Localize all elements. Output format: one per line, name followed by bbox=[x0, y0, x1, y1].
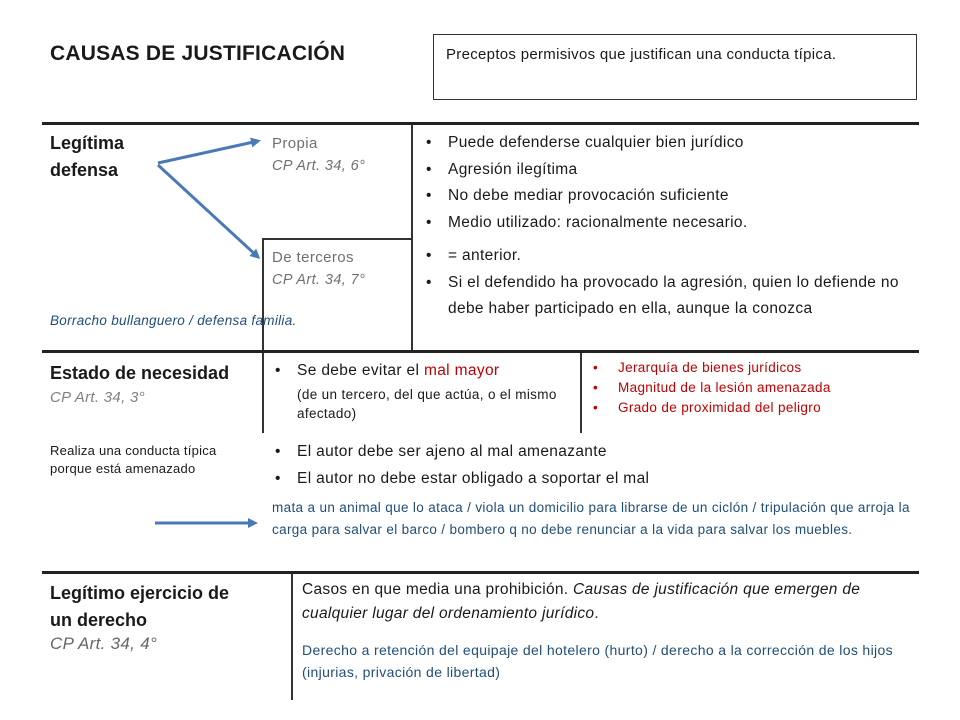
arrow-terceros-icon bbox=[158, 165, 258, 257]
ejercicio-derecho-text-italic: Causas de justificación que emergen de cualquier lugar del ordenamiento jurídico bbox=[302, 581, 861, 622]
ejercicio-derecho-text-end: . bbox=[594, 605, 599, 622]
propia-label: Propia bbox=[272, 135, 318, 152]
criteria-list bbox=[593, 358, 913, 418]
estado-necesidad-bullets bbox=[275, 439, 895, 492]
legitima-defensa-example: Borracho bullanguero / defensa familia. bbox=[50, 313, 297, 328]
propia-bullets bbox=[426, 130, 906, 236]
list-item: • Agresión ilegítima bbox=[426, 157, 906, 184]
list-item bbox=[275, 358, 575, 423]
list-item: • El autor debe ser ajeno al mal amenazante bbox=[275, 439, 895, 466]
estado-necesidad-article: CP Art. 34, 3° bbox=[50, 389, 145, 406]
terceros-article: CP Art. 34, 7° bbox=[272, 272, 366, 288]
list-item: • Si el defendido ha provocado la agresión, quien lo defiende no debe haber participado en ella, aunque la conozca bbox=[426, 270, 906, 323]
terceros-label: De terceros bbox=[272, 249, 354, 266]
list-item: • No debe mediar provocación suficiente bbox=[426, 183, 906, 210]
terceros-bullets bbox=[426, 243, 906, 323]
list-item: • Puede defenderse cualquier bien jurídico bbox=[426, 130, 906, 157]
list-item: • Jerarquía de bienes jurídicos bbox=[593, 358, 913, 378]
legitima-defensa-title-line1: Legítima bbox=[50, 133, 125, 153]
mal-mayor-prefix: Se debe evitar el bbox=[297, 362, 424, 379]
ejercicio-derecho-heading bbox=[50, 580, 229, 654]
arrow-propia-icon bbox=[158, 141, 258, 163]
mal-mayor-block bbox=[275, 358, 575, 423]
list-item: • Medio utilizado: racionalmente necesario. bbox=[426, 210, 906, 237]
estado-necesidad-examples: mata a un animal que lo ataca / viola un domicilio para librarse de un ciclón / tripulación que arroja la carga para salvar el barco / bombero q no debe renunciar a la vida para salvar los muebles. bbox=[272, 500, 910, 537]
definition-box: Preceptos permisivos que justifican una conducta típica. bbox=[433, 34, 917, 100]
legitima-defensa-title-line2: defensa bbox=[50, 160, 119, 180]
mal-mayor-highlight: mal mayor bbox=[423, 362, 500, 379]
estado-necesidad-heading bbox=[50, 360, 229, 406]
list-item: • = anterior. bbox=[426, 243, 906, 270]
ejercicio-derecho-title-line2: un derecho bbox=[50, 610, 148, 630]
ejercicio-derecho-article: CP Art. 34, 4° bbox=[50, 634, 158, 653]
page-title: CAUSAS DE JUSTIFICACIÓN bbox=[50, 42, 346, 65]
ejercicio-derecho-text bbox=[302, 578, 912, 626]
list-item: • Grado de proximidad del peligro bbox=[593, 398, 913, 418]
propia-label-block bbox=[272, 132, 365, 178]
ejercicio-derecho-examples: Derecho a retención del equipaje del hotelero (hurto) / derecho a la corrección de los hijos (injurias, privación de libertad) bbox=[302, 642, 893, 680]
estado-necesidad-note: Realiza una conducta típica porque está amenazado bbox=[50, 443, 217, 476]
ejercicio-derecho-title-line1: Legítimo ejercicio de bbox=[50, 583, 230, 603]
mal-mayor-detail: (de un tercero, del que actúa, o el mismo afectado) bbox=[297, 386, 557, 421]
list-item: • El autor no debe estar obligado a soportar el mal bbox=[275, 466, 895, 493]
list-item: • Magnitud de la lesión amenazada bbox=[593, 378, 913, 398]
estado-necesidad-title: Estado de necesidad bbox=[50, 363, 230, 383]
terceros-label-block bbox=[272, 246, 365, 292]
propia-article: CP Art. 34, 6° bbox=[272, 158, 366, 174]
ejercicio-derecho-text-plain: Casos en que media una prohibición. bbox=[302, 581, 574, 598]
